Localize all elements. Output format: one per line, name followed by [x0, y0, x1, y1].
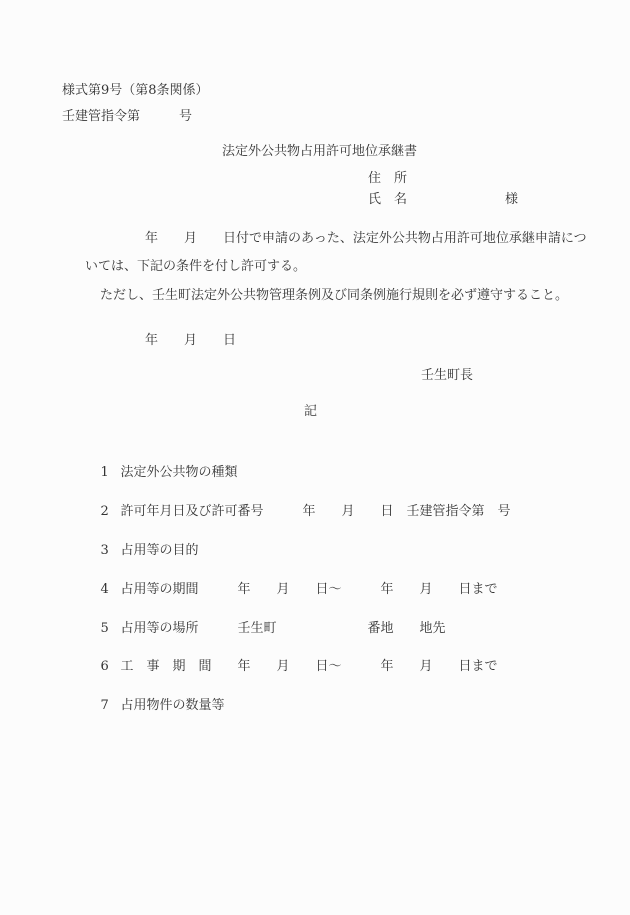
item-text: 工 事 期 間 年 月 日～ 年 月 日まで — [120, 659, 498, 674]
item-number: 7 — [100, 698, 109, 713]
item-number: 5 — [100, 621, 109, 636]
item-text: 法定外公共物の種類 — [120, 465, 238, 480]
mayor-signature-label: 壬生町長 — [421, 368, 474, 383]
record-marker: 記 — [304, 404, 318, 419]
document-title: 法定外公共物占用許可地位承継書 — [222, 144, 418, 159]
list-item-7 — [84, 683, 225, 728]
directive-number-line: 壬建管指令第 号 — [62, 109, 193, 124]
item-number: 2 — [100, 504, 109, 519]
recipient-name-label: 氏 名 — [368, 192, 408, 207]
recipient-address-label: 住 所 — [368, 171, 408, 186]
item-text: 占用物件の数量等 — [120, 698, 225, 713]
proviso-line: ただし、壬生町法定外公共物管理条例及び同条例施行規則を必ず遵守すること。 — [100, 288, 569, 303]
item-text: 占用等の場所 壬生町 番地 地先 — [120, 621, 446, 636]
item-number: 4 — [100, 582, 109, 597]
item-text: 占用等の目的 — [120, 543, 199, 558]
item-number: 1 — [100, 465, 109, 480]
body-paragraph-line1: 年 月 日付で申請のあった、法定外公共物占用許可地位承継申請につ — [145, 231, 587, 246]
issue-date-line: 年 月 日 — [145, 333, 237, 348]
item-text: 占用等の期間 年 月 日～ 年 月 日まで — [120, 582, 498, 597]
item-text: 許可年月日及び許可番号 年 月 日 壬建管指令第 号 — [120, 504, 511, 519]
item-number: 6 — [100, 659, 109, 674]
body-paragraph-line2: いては、下記の条件を付し許可する。 — [85, 259, 307, 274]
item-number: 3 — [100, 543, 109, 558]
form-number-label: 様式第9号（第8条関係） — [62, 83, 209, 98]
recipient-honorific: 様 — [505, 192, 519, 207]
